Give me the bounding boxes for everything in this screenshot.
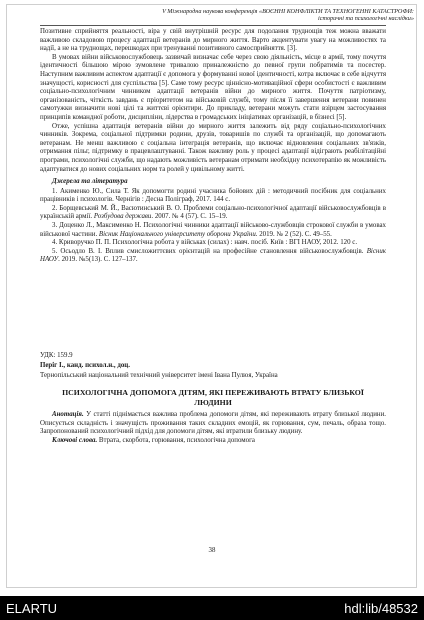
paragraph-2: В умовах війни військовослужбовець зазвичай визначає себе через свою діяльність, місце в армії, тому почуття ідентичності більшою мірою зумовлене тривалою приналежністю до певної групи побратимів та посестер. Наступним важливим аспектом адаптації є допомога у формуванні нової ідентичності, котра включає в себе відчуття значущості, корисності для суспільства [5]. Саме тому ресурс ціннісно-мотиваційної сфери особистості є важливим соціально-психологічним чинником адаптації ветеранів війни до мирного життя. Почуття патріотизму, організованість, чіткість завдань є пріоритетом на військовій службі, тому після її завершення ветерани повинен самотужки визначити нові цілі та життєві орієнтири. До прикладу, ветерани можуть стати взірцем застосування принципів командної роботи, дисципліни, лідерства в громадських ініціативах організацій, в бізнесі [5]. (40, 53, 386, 121)
paragraph-3: Отже, успішна адаптація ветеранів війни до мирного життя залежить від ряду соціально-психологічних чинників. Зокрема, соціальної підтримки родини, друзів, товаришів по службі та організацій, що допомагають ветеранам. Не менш важливою є соціальна інтеграція ветеранів, що включає відновлення соціальних зв'язків, отримання пільг, підтримку в працевлаштуванні. Також важливу роль у процесі адаптації відіграють реабілітаційні програми, психологічні служби, що надають можливість ветеранам отримати необхідну психотерапію як можливість адаптуватися до нових соціальних норм та ролей у цивільному житті. (40, 122, 386, 173)
affiliation-line: Тернопільський національний технічний університет імені Івана Пулюя, Україна (40, 372, 278, 379)
reference-item-4: 4. Криворучко П. П. Психологічна робота у військах (силах) : навч. посіб. Київ : ВГІ НАОУ, 2012. 120 с. (52, 239, 358, 247)
title-line-1: ПСИХОЛОГІЧНА ДОПОМОГА ДІТЯМ, ЯКІ ПЕРЕЖИВАЮТЬ ВТРАТУ БЛИЗЬКОЇ (62, 388, 364, 397)
repository-footer-bar (0, 596, 424, 620)
page-number: 38 (208, 547, 216, 554)
reference-item-5: 5. Осьодло В. І. Вплив смисложиттєвих орієнтацій на професійне становлення військовослужбовців. Вісник НАОУ. 2019. №5(13). С. 127–137. (40, 247, 386, 264)
abstract-paragraph (40, 411, 386, 437)
keywords-paragraph (40, 437, 386, 446)
footer-left-label: ELARTU (6, 601, 58, 616)
article-title (40, 388, 386, 407)
author-line: Періг І., канд. психол.н., доц. (40, 362, 130, 369)
reference-item-1: 1. Акименко Ю., Сила Т. Як допомогти родині учасника бойових дій : методичний посібник для соціальних працівників і психологів. Чернігів : Десна Поліграф, 2017. 144 с. (40, 187, 386, 204)
references-heading: Джерела та література (52, 178, 128, 186)
reference-item-3: 3. Доценко Л., Максименко Н. Психологічні чинники адаптації військово-службовців строкової служби в умовах військової частини. Вісник Національного університету оборони України. 2019. № 2 (52). С. 49–55. (40, 222, 386, 238)
footer-handle-link[interactable]: hdl:lib/48532 (344, 601, 418, 616)
title-line-2: ЛЮДИНИ (194, 397, 232, 407)
header-line-2: історичні та психологічні наслідки» (318, 15, 414, 23)
keywords-text: Втрата, скорбота, горювання, психологічна допомога (97, 436, 255, 444)
reference-item-2: 2. Борщевський М. Й., Васютинський В. О. Проблеми соціально-психологічної адаптації військовослужбовців в українській армії. Розбудова держави. 2007. № 4 (57). С. 15–19. (40, 204, 386, 221)
body-text (40, 28, 386, 265)
running-header (150, 8, 414, 23)
abstract-block (40, 411, 386, 445)
paragraph-1: Позитивне сприйняття реальності, віра у свій внутрішній ресурс для подолання труднощів теж можна вважати важливою складовою процесу адаптації ветеранів до мирного життя. Варто акцентувати увагу на можливостях та надії, а не на труднощах, перешкодах при тренуванні позитивного самосприйняття. [3]. (40, 28, 386, 53)
header-line-1: V Міжнародна наукова конференція «ВОЄННІ КОНФЛІКТИ ТА ТЕХНОГЕННІ КАТАСТРОФИ: (162, 8, 414, 15)
udc-code: УДК: 159.9 (40, 352, 73, 359)
abstract-text: У статті піднімається важлива проблема допомоги дітям, які переживають втрату близької людини. Описується складність і значущість проживання таких складних емоцій, як горювання, сум, печаль, образа тощо. Запропонований психологічний підхід для допомоги дітям, які втратили близьку людину. (40, 411, 386, 436)
abstract-label: Анотація. (52, 411, 84, 418)
header-rule (40, 25, 386, 26)
keywords-label: Ключові слова. (52, 436, 98, 444)
